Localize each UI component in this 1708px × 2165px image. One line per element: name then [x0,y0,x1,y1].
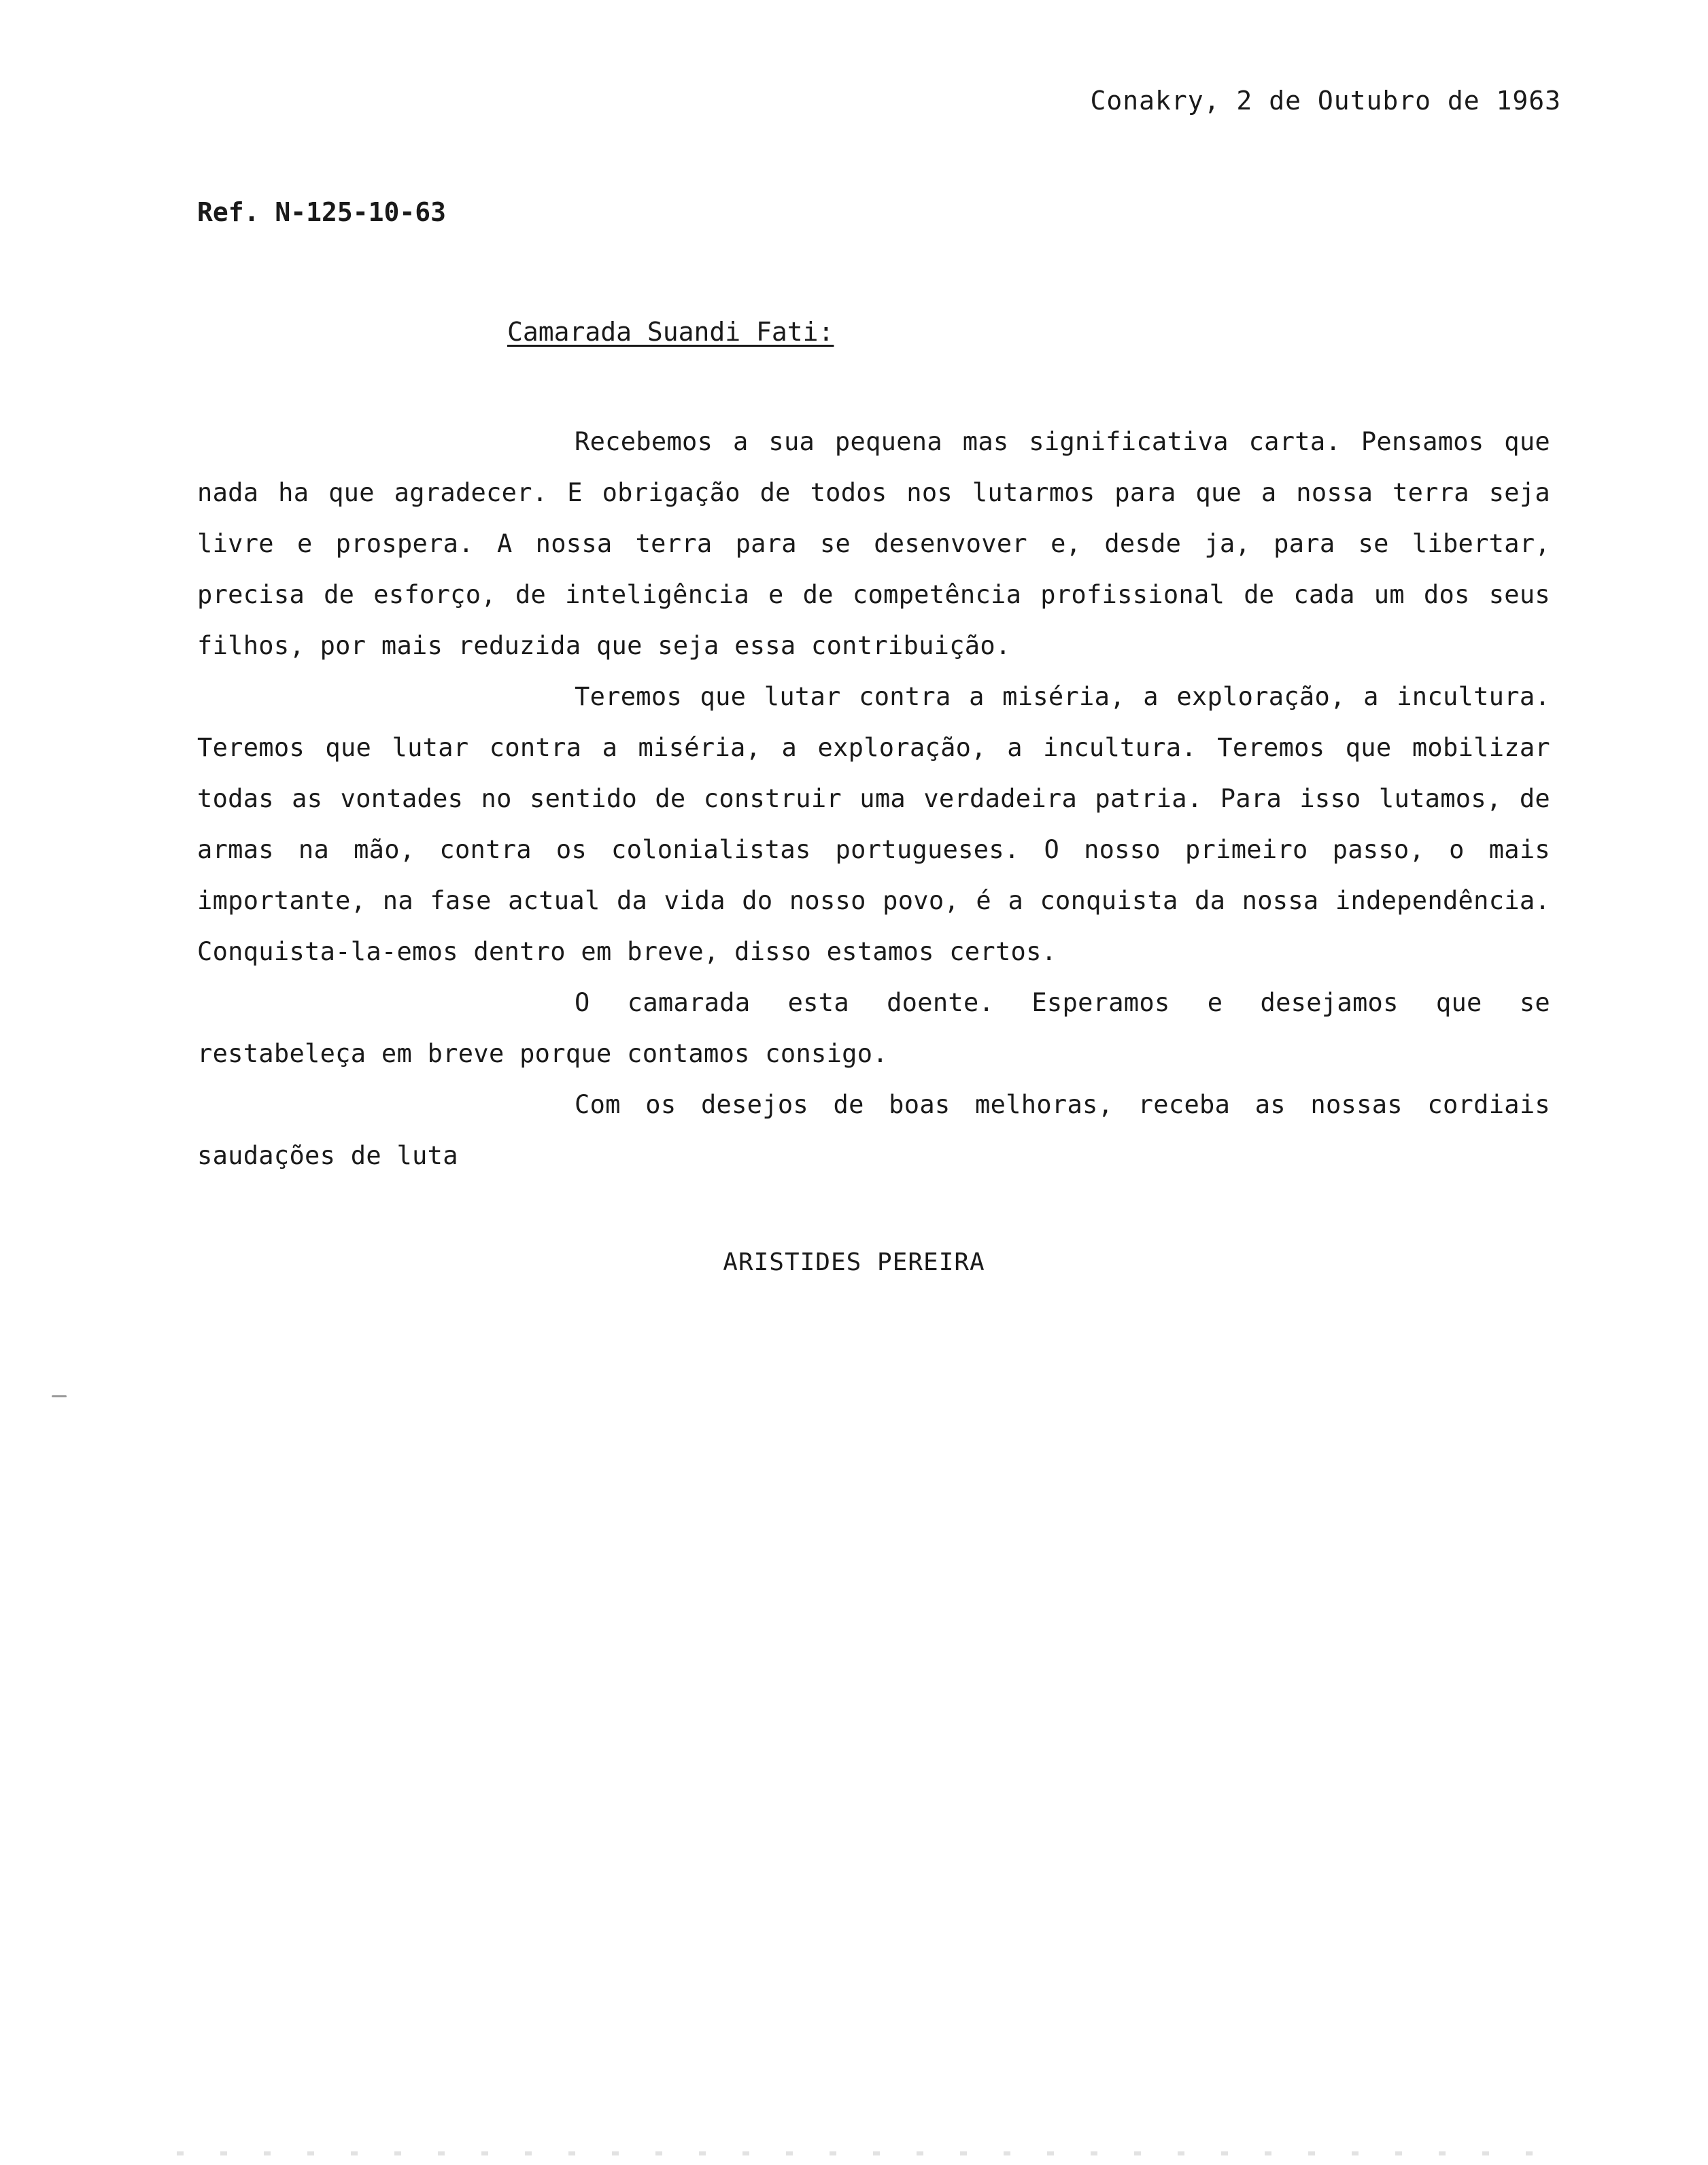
signature-name: ARISTIDES PEREIRA [723,1248,985,1276]
paragraph-closing: Com os desejos de boas melhoras, receba as nossas cordiais saudações de luta [197,1090,1550,1170]
paragraph-health: O camarada esta doente. Esperamos e desejamos que se restabeleça em breve porque contamos consigo. [197,988,1550,1068]
letter-body [197,416,1550,1181]
paragraph-struggle: Teremos que lutar contra a miséria, a exploração, a incultura. Teremos que lutar contra a miséria, a exploração, a incultura. Teremos que mobilizar todas as vontades no sentido de construir uma verdadeira patria. Para isso lutamos, de armas na mão, contra os colonialistas portugueses. O nosso primeiro passo, o mais importante, na fase actual da vida do nosso povo, é a conquista da nossa independência. Conquista-la-emos dentro em breve, disso estamos certos. [197,682,1550,966]
scan-edge-noise [177,2151,1537,2155]
addressee-salutation: Camarada Suandi Fati: [507,317,834,347]
place-date: Conakry, 2 de Outubro de 1963 [1090,86,1561,116]
paragraph-acknowledgement: Recebemos a sua pequena mas significativa carta. Pensamos que nada ha que agradecer. E obrigação de todos nos lutarmos para que a nossa terra seja livre e prospera. A nossa terra para se desenvover e, desde ja, para se libertar, precisa de esforço, de inteligência e de competência profissional de cada um dos seus filhos, por mais reduzida que seja essa contribuição. [197,427,1550,660]
reference-number: Ref. N-125-10-63 [197,197,447,227]
scan-speck [52,1395,67,1397]
